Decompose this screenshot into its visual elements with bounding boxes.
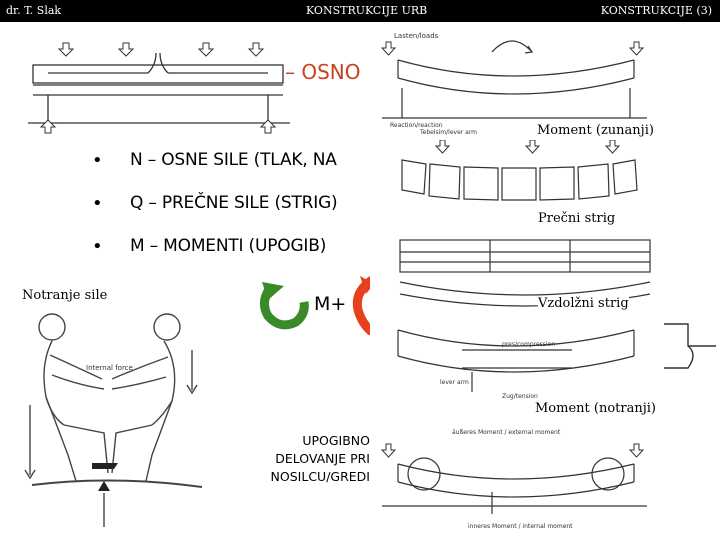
bending-caption-line: UPOGIBNO [302,433,370,448]
internal-moment-sketch [372,322,660,412]
bending-caption [250,432,370,486]
edge-sketch [662,318,718,388]
bullet-marker: • [92,236,103,257]
compression-text: pres/compression [502,341,556,348]
bending-caption-line: NOSILCU/GREDI [270,469,370,484]
bullet-shear-forces: Q – PREČNE SILE (STRIG) [130,193,338,213]
inner-forces-label: Notranje sile [22,288,108,303]
lever-text: Tebelsim/lever arm [420,129,478,136]
bullet-moments: M – MOMENTI (UPOGIB) [130,236,327,256]
int-moment-text: inneres Moment / internal moment [468,523,573,530]
shear-sketch [380,140,660,225]
external-moment-sketch [372,26,660,136]
moment-pair-sketch [372,418,660,536]
author-label: dr. T. Slak [6,4,62,17]
tension-text: Zug/tension [502,393,538,400]
ext-moment-text: äußeres Moment / external moment [452,429,561,436]
section-label: KONSTRUKCIJE (3) [600,4,712,17]
positive-moment-icon [258,280,314,332]
header-bar [0,0,720,22]
internal-force-illustration [12,305,252,535]
bullet-axial-forces: N – OSNE SILE (TLAK, NA [130,150,337,170]
course-label: KONSTRUKCIJE URB [306,4,428,17]
reaction-text: Reaction/reaction [390,122,443,129]
shear-label: Prečni strig [538,211,616,226]
bullet-marker: • [92,150,103,171]
internal-moment-label: Moment (notranji) [535,401,656,416]
external-moment-label: Moment (zunanji) [537,123,654,138]
internal-force-text: Internal force [86,364,133,372]
longitudinal-shear-label: Vzdolžni strig [538,296,629,311]
load-text: Lasten/loads [394,32,439,40]
beam-load-sketch [28,35,290,135]
lever2-text: lever arm [440,379,469,386]
slide-title: – OSNO [285,60,361,84]
moment-sign-label: M+ [314,293,347,315]
bending-caption-line: DELOVANJE PRI [275,451,370,466]
bullet-marker: • [92,193,103,214]
